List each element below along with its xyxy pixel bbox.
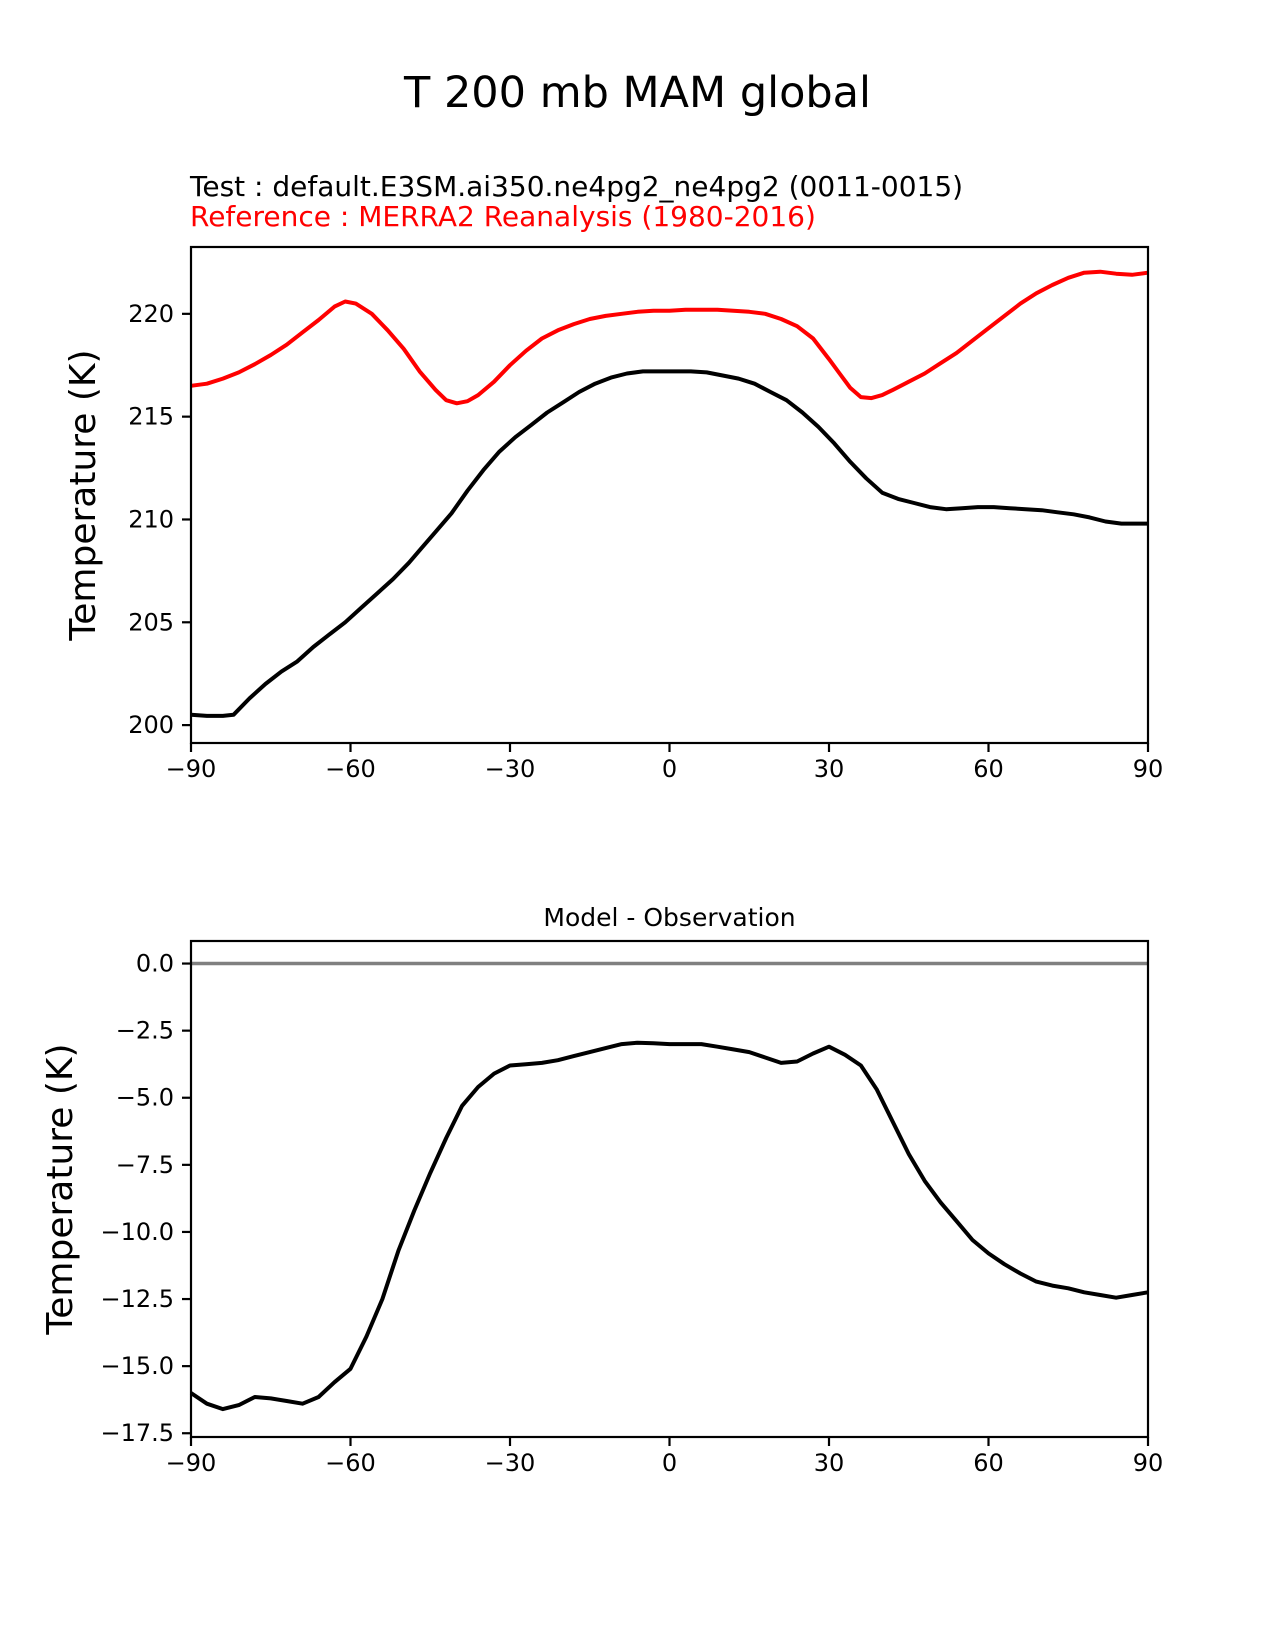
top-chart-temperature [63, 247, 1163, 783]
y-tick-label: −17.5 [100, 1419, 174, 1448]
x-tick-label: −90 [165, 1449, 217, 1477]
test-run-label: Test : default.E3SM.ai350.ne4pg2_ne4pg2 (0011-0015) [190, 170, 964, 203]
y-tick-label: −5.0 [115, 1083, 174, 1112]
y-tick-label: 220 [128, 299, 174, 328]
x-tick-label: −60 [325, 1449, 376, 1477]
x-tick-label: 30 [813, 755, 845, 783]
x-tick-label: 0 [661, 755, 678, 783]
reference-run-label: Reference : MERRA2 Reanalysis (1980-2016) [190, 200, 816, 233]
series-line-0 [191, 272, 1148, 404]
y-axis-label: Temperature (K) [40, 1043, 81, 1335]
y-tick-label: −7.5 [115, 1150, 174, 1179]
y-tick-label: 200 [128, 711, 174, 740]
y-tick-label: 210 [128, 505, 174, 534]
plot-border [191, 941, 1148, 1437]
x-tick-label: −90 [165, 755, 217, 783]
chart-title: Model - Observation [543, 903, 796, 932]
y-tick-label: 215 [128, 402, 174, 431]
x-tick-label: 90 [1132, 1449, 1164, 1477]
x-tick-label: 60 [973, 1449, 1004, 1477]
x-tick-label: 0 [661, 1449, 678, 1477]
y-tick-label: −2.5 [115, 1016, 174, 1045]
main-title: T 200 mb MAM global [404, 68, 871, 118]
y-tick-label: −10.0 [100, 1217, 174, 1246]
y-tick-label: −15.0 [100, 1352, 174, 1381]
x-tick-label: 60 [973, 755, 1004, 783]
bottom-chart-model-minus-observation [40, 903, 1163, 1477]
y-tick-label: 0.0 [135, 949, 174, 978]
series-line-0 [191, 1043, 1148, 1409]
x-tick-label: 90 [1132, 755, 1164, 783]
plot-border [191, 247, 1148, 743]
series-line-1 [191, 371, 1148, 716]
x-tick-label: 30 [813, 1449, 845, 1477]
y-tick-label: −12.5 [100, 1285, 174, 1314]
x-tick-label: −60 [325, 755, 376, 783]
y-tick-label: 205 [128, 608, 174, 637]
y-axis-label: Temperature (K) [63, 349, 104, 641]
x-tick-label: −30 [484, 1449, 536, 1477]
x-tick-label: −30 [484, 755, 536, 783]
